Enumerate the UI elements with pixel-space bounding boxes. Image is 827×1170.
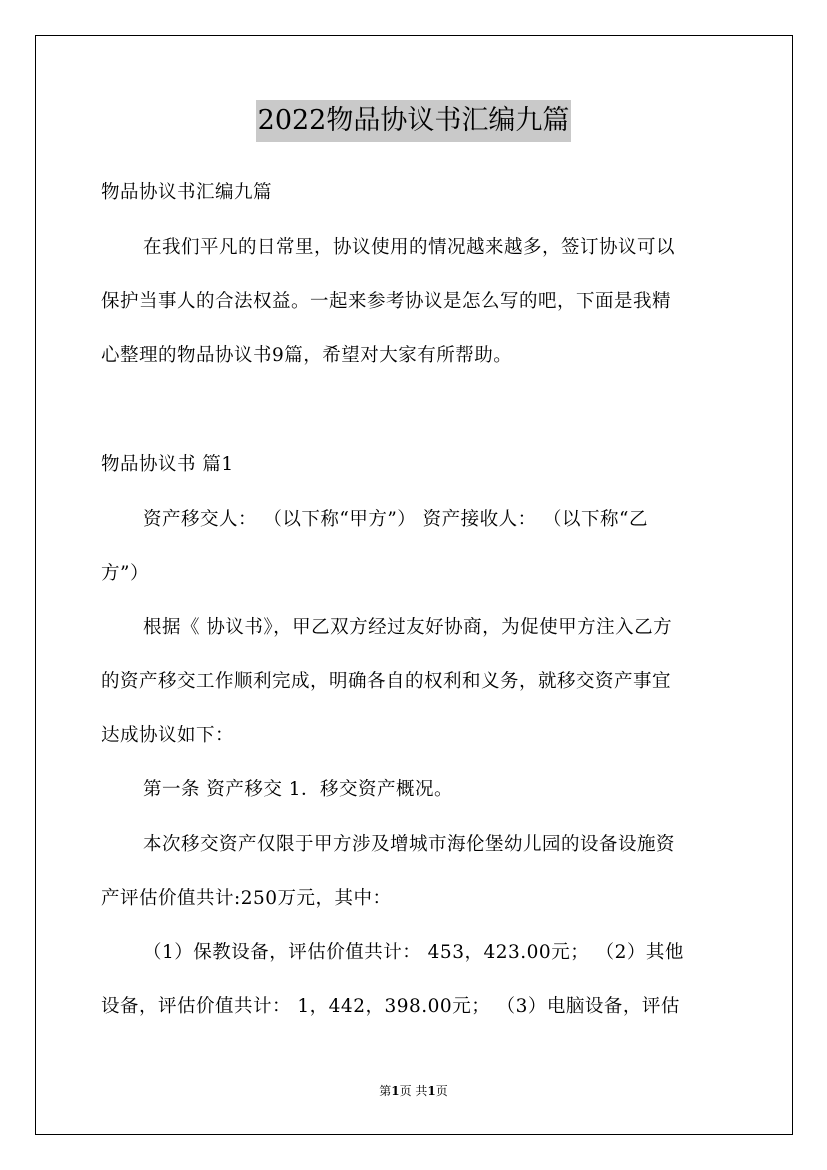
parties-line-1: 资产移交人： （以下称“甲方”） 资产接收人： （以下称“乙 [143, 509, 649, 530]
section-heading: 物品协议书 篇1 [101, 454, 234, 475]
intro-line-1: 在我们平凡的日常里，协议使用的情况越来越多，签订协议可以 [143, 237, 676, 258]
scope-line-1: 本次移交资产仅限于甲方涉及增城市海伦堡幼儿园的设备设施资 [143, 834, 676, 855]
title-container [0, 100, 827, 142]
scope-line-2: 产评估价值共计:250万元，其中： [101, 888, 392, 909]
article-1-heading: 第一条 资产移交 1．移交资产概况。 [143, 779, 454, 800]
intro-line-2: 保护当事人的合法权益。一起来参考协议是怎么写的吧，下面是我精 [101, 291, 672, 312]
document-subtitle: 物品协议书汇编九篇 [101, 182, 273, 203]
basis-line-2: 的资产移交工作顺利完成，明确各自的权利和义务，就移交资产事宜 [101, 671, 672, 692]
basis-line-1: 根据《 协议书》，甲乙双方经过友好协商，为促使甲方注入乙方 [143, 617, 673, 638]
footer-page-number: 1 [391, 1084, 400, 1098]
footer-prefix: 第 [379, 1084, 392, 1098]
intro-line-3: 心整理的物品协议书9篇，希望对大家有所帮助。 [101, 345, 513, 366]
items-line-2: 设备，评估价值共计： 1，442，398.00元； （3）电脑设备，评估 [101, 996, 680, 1017]
footer-suffix: 页 [435, 1084, 448, 1098]
basis-line-3: 达成协议如下： [101, 725, 235, 746]
items-line-1: （1）保教设备，评估价值共计： 453，423.00元； （2）其他 [143, 942, 684, 963]
page-footer [0, 1083, 827, 1099]
document-title: 2022物品协议书汇编九篇 [256, 100, 572, 142]
parties-line-2: 方”） [101, 563, 149, 584]
footer-page-total: 1 [427, 1084, 436, 1098]
footer-mid: 页 共 [399, 1084, 428, 1098]
